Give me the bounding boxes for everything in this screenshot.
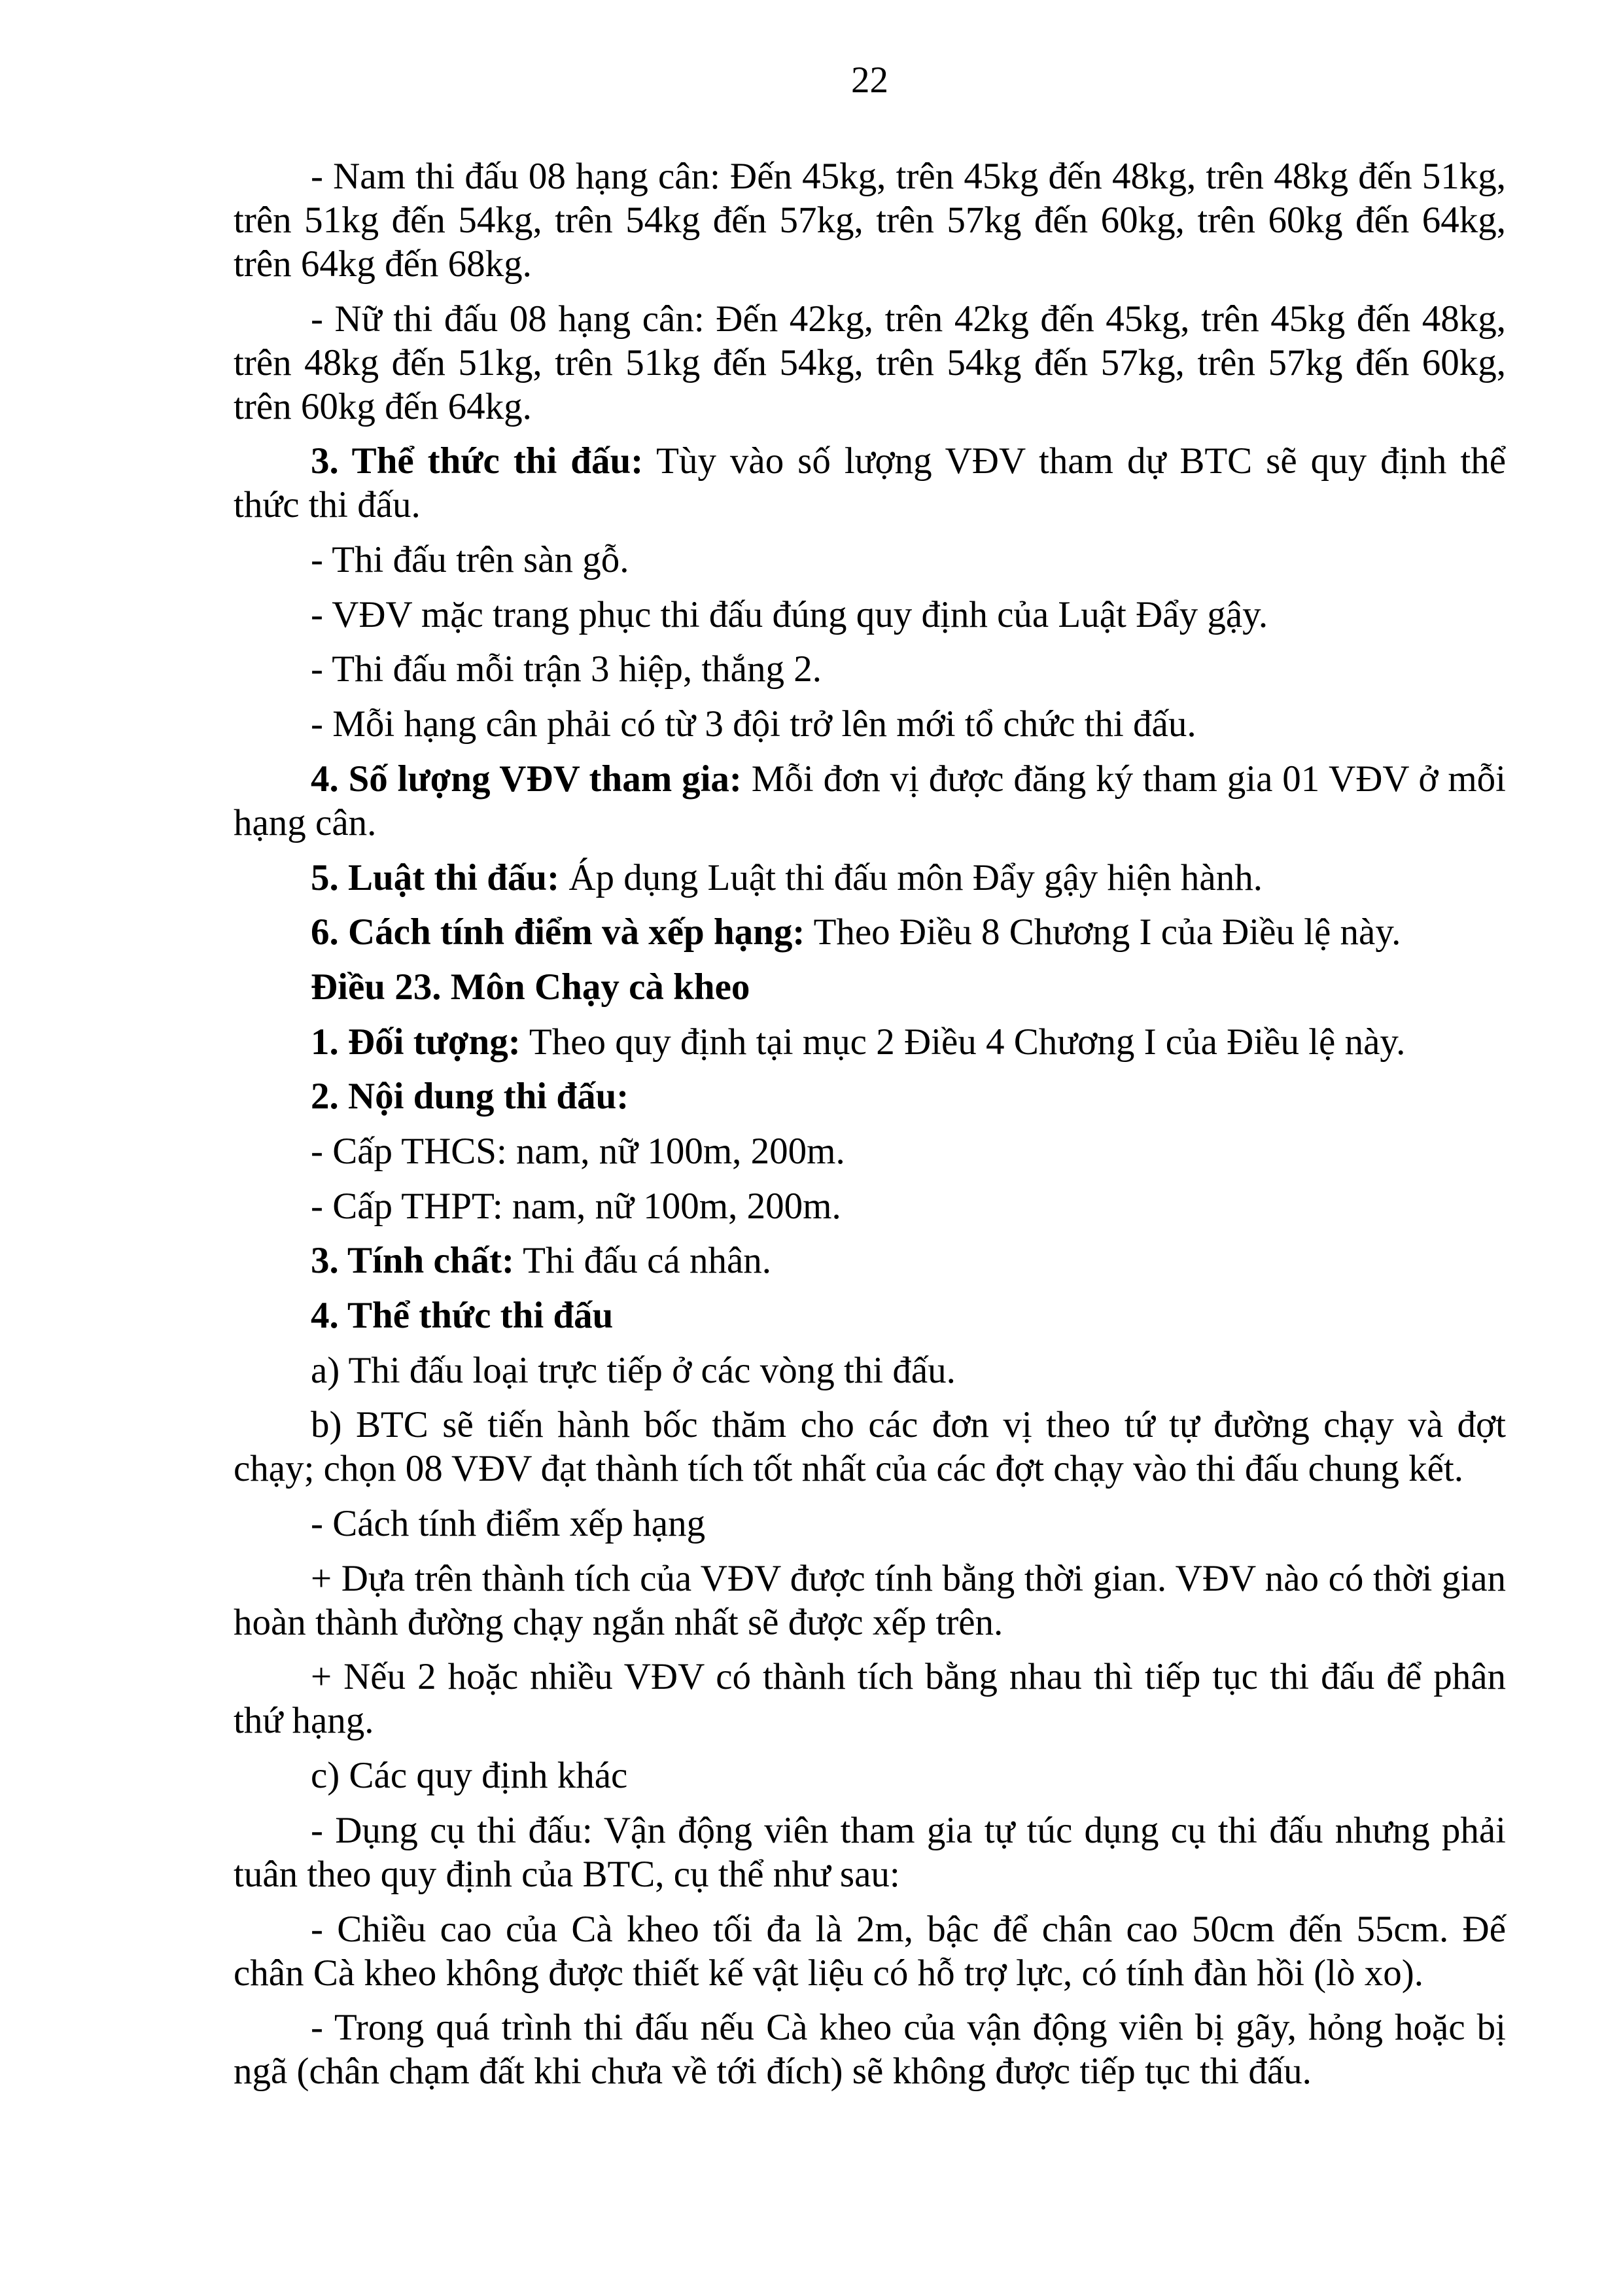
list-item xyxy=(234,1754,1506,1797)
page-number: 22 xyxy=(851,60,888,101)
list-item xyxy=(234,593,1506,637)
paragraph-text: - Nam thi đấu 08 hạng cân: Đến 45kg, trên 45kg đến 48kg, trên 48kg đến 51kg, trên 51kg đến 54kg, trên 54kg đến 57kg, trên 57kg đến 60kg, trên 60kg đến 64kg, trên 64kg đến 68kg. xyxy=(234,156,1506,285)
paragraph-text: - Cấp THCS: nam, nữ 100m, 200m. xyxy=(311,1130,845,1172)
list-item xyxy=(234,1502,1506,1545)
paragraph-text: - Cách tính điểm xếp hạng xyxy=(311,1503,706,1545)
section-label: 2. Nội dung thi đấu: xyxy=(311,1076,629,1118)
section-label: 1. Đối tượng: xyxy=(311,1021,521,1063)
article-heading xyxy=(234,965,1506,1009)
list-item xyxy=(234,538,1506,582)
paragraph-text: - Trong quá trình thi đấu nếu Cà kheo của vận động viên bị gãy, hỏng hoặc bị ngã (chân chạm đất khi chưa về tới đích) sẽ không được tiếp tục thi đấu. xyxy=(234,2007,1506,2093)
section-label: 6. Cách tính điểm và xếp hạng: xyxy=(311,911,805,953)
list-item xyxy=(234,1403,1506,1491)
section-events xyxy=(234,1074,1506,1118)
list-item xyxy=(234,647,1506,691)
section-rules xyxy=(234,856,1506,900)
paragraph-text: b) BTC sẽ tiến hành bốc thăm cho các đơn vị theo tứ tự đường chạy và đợt chạy; chọn 08 VĐV đạt thành tích tốt nhất của các đợt chạy vào thi đấu chung kết. xyxy=(234,1404,1506,1490)
list-item xyxy=(234,1907,1506,1995)
paragraph-text: - Nữ thi đấu 08 hạng cân: Đến 42kg, trên 42kg đến 45kg, trên 45kg đến 48kg, trên 48kg đến 51kg, trên 51kg đến 54kg, trên 54kg đến 57kg, trên 57kg đến 60kg, trên 60kg đến 64kg. xyxy=(234,298,1506,427)
paragraph-men-weight-classes xyxy=(234,154,1506,286)
list-item xyxy=(234,1129,1506,1173)
list-item xyxy=(234,1557,1506,1644)
section-label: 4. Số lượng VĐV tham gia: xyxy=(311,758,742,800)
list-item xyxy=(234,1349,1506,1392)
article-title: Điều 23. Môn Chạy cà kheo xyxy=(311,966,750,1008)
paragraph-text: Mỗi đơn vị được đăng ký tham gia 01 VĐV ở mỗi hạng cân. xyxy=(234,758,1506,843)
section-competition-format xyxy=(234,439,1506,527)
section-label: 3. Tính chất: xyxy=(311,1240,514,1282)
paragraph-text: - Mỗi hạng cân phải có từ 3 đội trở lên mới tổ chức thi đấu. xyxy=(311,703,1196,745)
list-item xyxy=(234,1655,1506,1742)
list-item xyxy=(234,1809,1506,1896)
section-participants xyxy=(234,1020,1506,1064)
section-label: 4. Thể thức thi đấu xyxy=(311,1295,614,1336)
paragraph-text: - Thi đấu mỗi trận 3 hiệp, thắng 2. xyxy=(311,648,822,690)
section-label: 5. Luật thi đấu: xyxy=(311,857,560,898)
section-nature xyxy=(234,1239,1506,1282)
list-item xyxy=(234,2005,1506,2093)
paragraph-text: a) Thi đấu loại trực tiếp ở các vòng thi đấu. xyxy=(311,1349,956,1391)
paragraph-text: c) Các quy định khác xyxy=(311,1755,628,1797)
list-item xyxy=(234,1184,1506,1228)
paragraph-text: + Dựa trên thành tích của VĐV được tính bằng thời gian. VĐV nào có thời gian hoàn thành đường chạy ngắn nhất sẽ được xếp trên. xyxy=(234,1557,1506,1643)
paragraph-text: - Dụng cụ thi đấu: Vận động viên tham gia tự túc dụng cụ thi đấu nhưng phải tuân theo quy định của BTC, cụ thể như sau: xyxy=(234,1809,1506,1895)
paragraph-text: Thi đấu cá nhân. xyxy=(514,1240,772,1282)
list-item xyxy=(234,702,1506,746)
paragraph-text: Áp dụng Luật thi đấu môn Đẩy gậy hiện hành. xyxy=(559,857,1263,898)
paragraph-text: Tùy vào số lượng VĐV tham dự BTC sẽ quy định thể thức thi đấu. xyxy=(234,440,1507,526)
paragraph-text: Theo Điều 8 Chương I của Điều lệ này. xyxy=(805,911,1401,953)
paragraph-women-weight-classes xyxy=(234,297,1506,429)
paragraph-text: + Nếu 2 hoặc nhiều VĐV có thành tích bằng nhau thì tiếp tục thi đấu để phân thứ hạng. xyxy=(234,1656,1506,1742)
paragraph-text: - Chiều cao của Cà kheo tối đa là 2m, bậc để chân cao 50cm đến 55cm. Đế chân Cà kheo không được thiết kế vật liệu có hỗ trợ lực, có tính đàn hồi (lò xo). xyxy=(234,1908,1506,1994)
section-label: 3. Thể thức thi đấu: xyxy=(311,440,644,482)
section-athlete-count xyxy=(234,757,1506,845)
paragraph-text: - Thi đấu trên sàn gỗ. xyxy=(311,539,629,581)
document-body xyxy=(234,154,1506,2104)
paragraph-text: Theo quy định tại mục 2 Điều 4 Chương I của Điều lệ này. xyxy=(520,1021,1406,1063)
paragraph-text: - VĐV mặc trang phục thi đấu đúng quy định của Luật Đẩy gậy. xyxy=(311,593,1268,635)
section-scoring xyxy=(234,910,1506,954)
section-competition-format xyxy=(234,1294,1506,1337)
paragraph-text: - Cấp THPT: nam, nữ 100m, 200m. xyxy=(311,1185,841,1227)
